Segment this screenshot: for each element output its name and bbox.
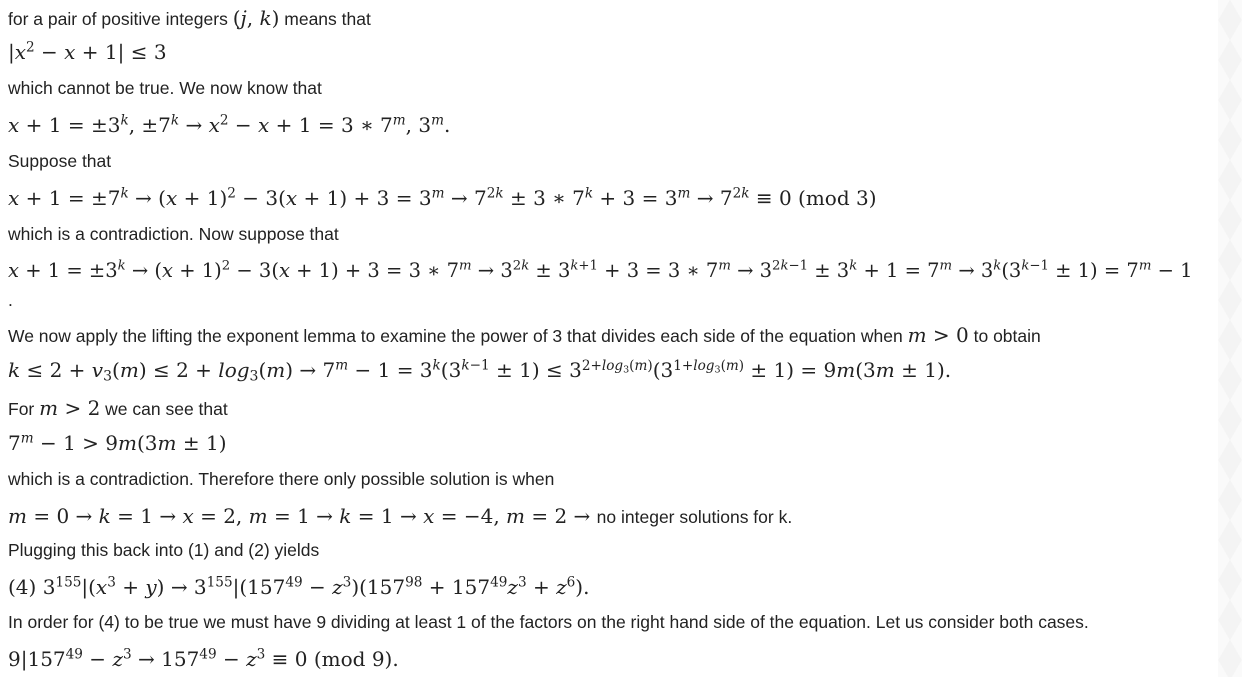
line-in-order: In order for (4) to be true we must have 9 dividing at least 1 of the factors on the right hand side of the equation. Let us consider both cases. [8,612,1089,632]
line-plugging: Plugging this back into (1) and (2) yields [8,540,320,560]
side-scroll-strip [1218,0,1242,677]
math-case-seven: $x + 1 = \pm 7^k \to (x + 1)^2 - 3(x + 1) + 3 = 3^m \to 7^{2k} \pm 3$ ∗ $7^k + 3 = 3^m \to 7^{2k} \equiv 0$ (mod 3) [8,185,877,210]
intro-text: for a pair of positive integers [8,9,228,29]
math-eq-4: (4) $3^{155}|(x^3 + y) \to 3^{155}|(157^{49} - z^3)(157^{98} + 157^{49}z^3 + z^6)$. [8,574,590,599]
lte-tail-text: to obtain [973,326,1041,346]
line-contradiction-suppose: which is a contradiction. Now suppose that [8,224,339,244]
lte-text: We now apply the lifting the exponent lemma to examine the power of 3 that divides each side of the equation when [8,326,903,346]
math-lte-bound: $k \le 2 + v_3(m) \le 2 + \log_3(m) \to 7^m - 1 = 3^k(3^{k-1} \pm 1) \le 3^{2+log_3(m)}(3^{1+log_3(m)} \pm 1) = 9m(3m \pm 1)$. [8,357,952,385]
line-suppose: Suppose that [8,151,112,171]
math-abs-inequality: $|x^2 - x + 1| \le 3$ [8,39,167,64]
math-mod-9: $9|157^{49} - z^3 \to 157^{49} - z^3 \equiv 0$ (mod 9). [8,646,399,671]
intro-tail-text: means that [284,9,371,29]
line-lte-lemma [8,325,1041,346]
math-solutions: m = 0 → k = 1 → x = 2, m = 1 → k = 1 → x = −4, m = 2 → no integer solutions for k. [8,504,793,528]
math-inequality-seven: $7^m - 1 > 9m(3m \pm 1)$ [8,430,227,455]
math-cases: $x + 1 = \pm 3^k$, $\pm 7^k \to x^2 - x + 1 = 3$ ∗ 7$^m$, 3$^m$. [8,112,451,137]
math-pair-jk: (j, k) [232,6,280,30]
no-integer-solutions-text: no integer solutions for k. [596,507,793,527]
line-only-solution: which is a contradiction. Therefore there only possible solution is when [8,469,555,489]
see-that-text: we can see that [105,399,228,419]
math-case-three: $x + 1 = \pm 3^k \to (x + 1)^2 - 3(x + 1) + 3 = 3$ ∗ $7^m \to 3^{2k} \pm 3^{k+1} + 3 = 3$ ∗ $7^m \to 3^{2k-1} \pm 3^k + 1 = 7^m \to 3^k(3^{k-1} \pm 1) = 7^m - 1$ [8,258,1193,282]
math-m-gt-2: m > 2 [39,396,101,420]
math-m-positive: m > 0 [907,323,969,347]
line-cannot-be-true: which cannot be true. We now know that [8,78,322,98]
for-text: For [8,399,35,419]
line-for-m [8,398,228,419]
stray-period: . [8,290,13,310]
line-intro [8,8,371,29]
